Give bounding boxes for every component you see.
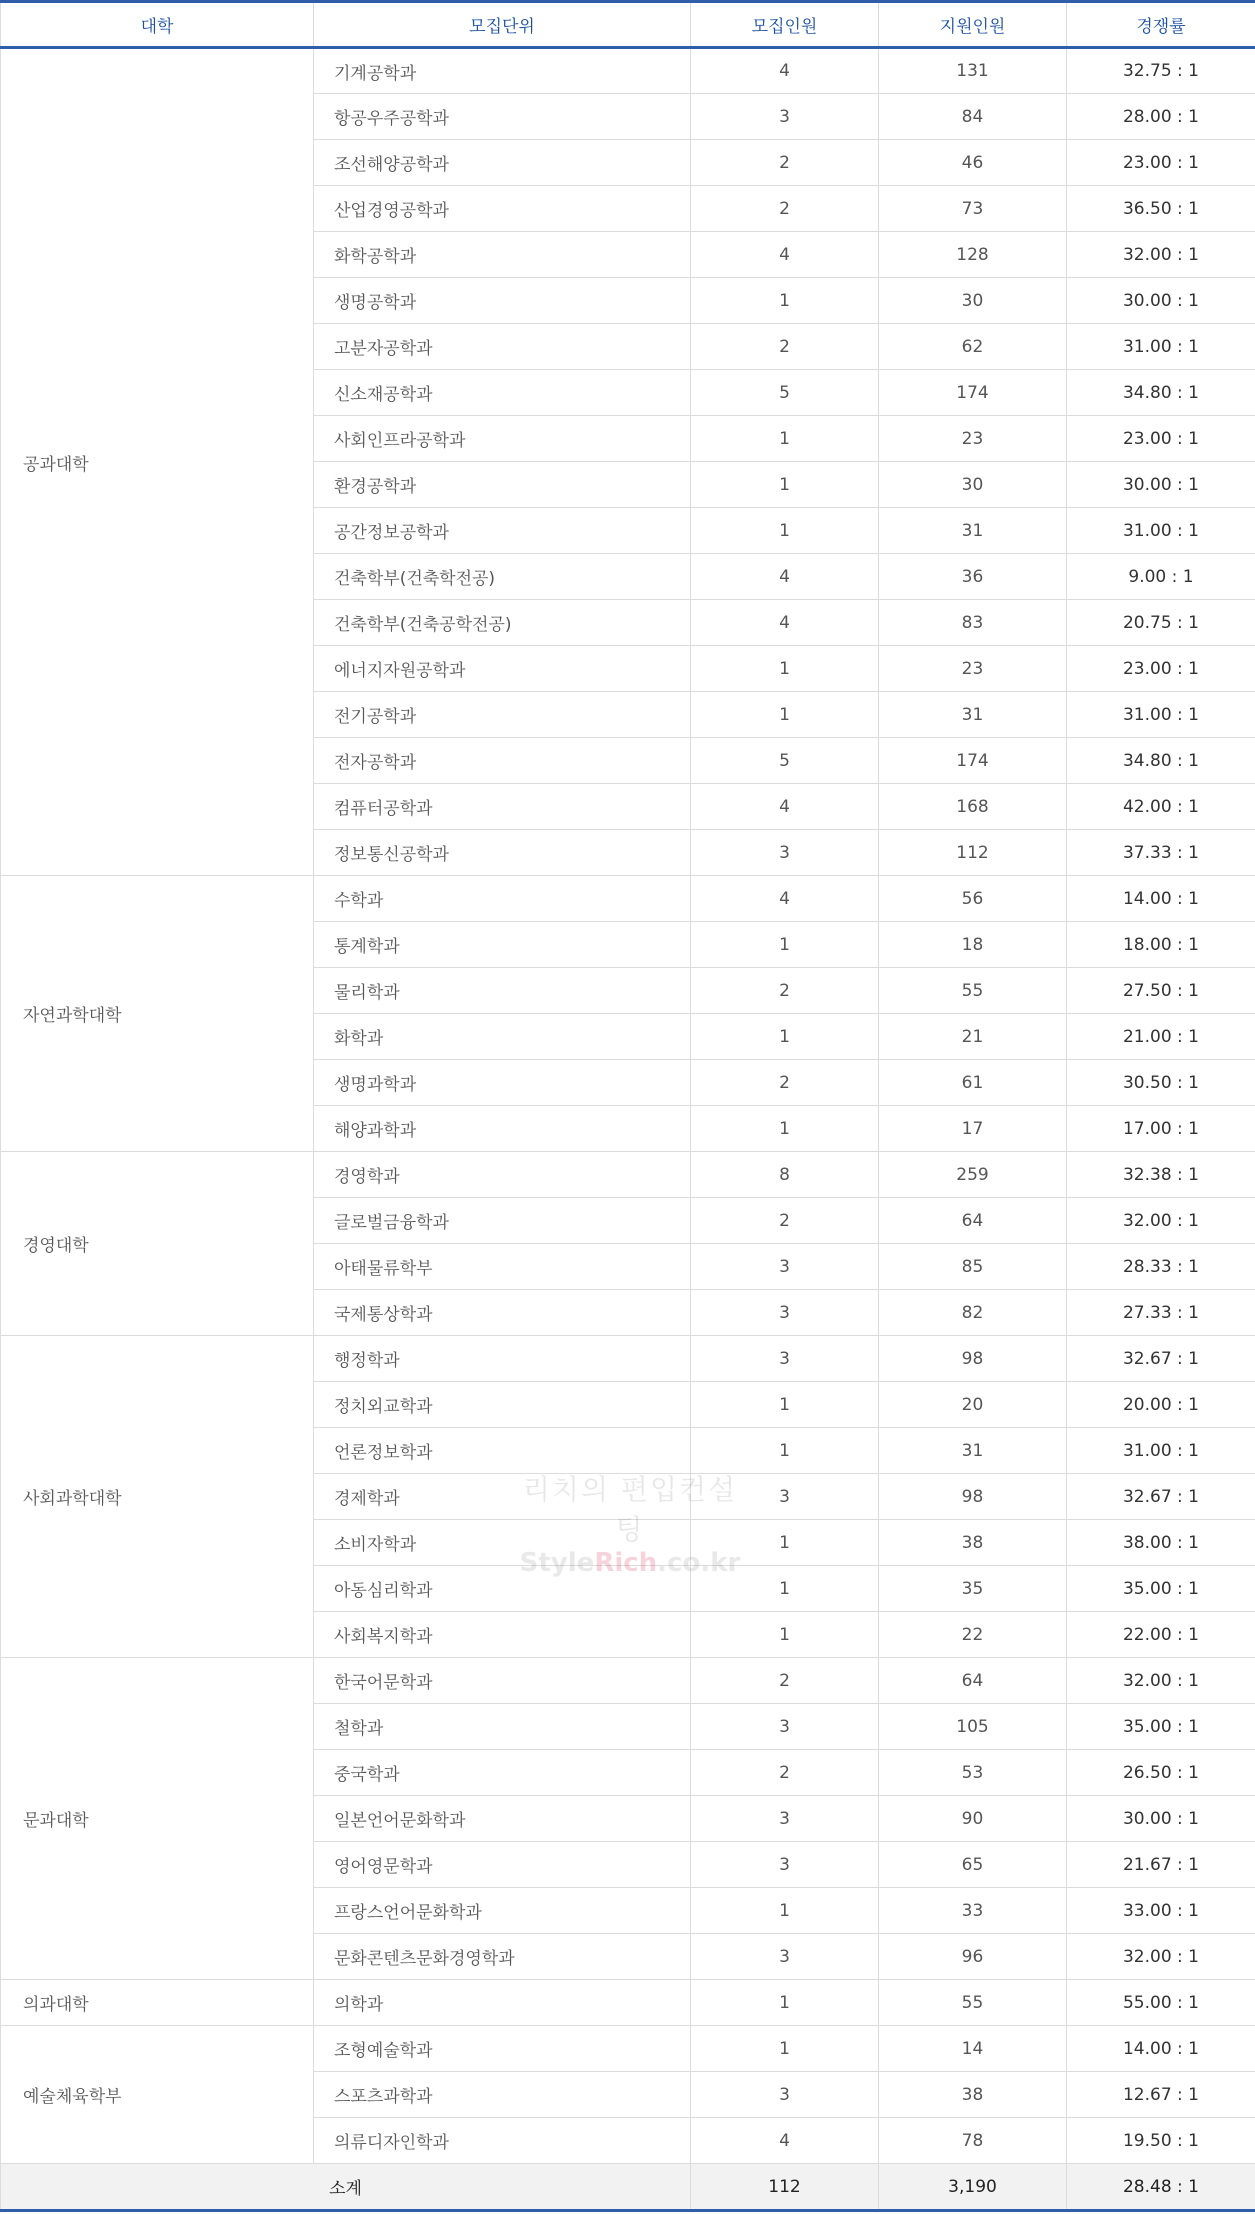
ratio-cell: 28.33 : 1	[1067, 1244, 1255, 1290]
department-cell: 생명공학과	[314, 278, 691, 324]
department-cell: 전자공학과	[314, 738, 691, 784]
ratio-cell: 17.00 : 1	[1067, 1106, 1255, 1152]
department-cell: 생명과학과	[314, 1060, 691, 1106]
quota-cell: 1	[691, 922, 879, 968]
department-cell: 중국학과	[314, 1750, 691, 1796]
ratio-cell: 23.00 : 1	[1067, 140, 1255, 186]
department-cell: 고분자공학과	[314, 324, 691, 370]
table-body	[1, 48, 1255, 2164]
department-cell: 영어영문학과	[314, 1842, 691, 1888]
department-cell: 스포츠과학과	[314, 2072, 691, 2118]
table-row	[1, 1658, 1255, 1704]
column-header-quota: 모집인원	[691, 2, 879, 48]
applicants-cell: 174	[879, 370, 1067, 416]
ratio-cell: 23.00 : 1	[1067, 646, 1255, 692]
column-header-ratio: 경쟁률	[1067, 2, 1255, 48]
subtotal-row	[1, 2164, 1255, 2211]
column-header-college: 대학	[1, 2, 314, 48]
table-row	[1, 876, 1255, 922]
quota-cell: 4	[691, 2118, 879, 2164]
department-cell: 해양과학과	[314, 1106, 691, 1152]
ratio-cell: 37.33 : 1	[1067, 830, 1255, 876]
college-cell: 공과대학	[1, 48, 314, 876]
table-row	[1, 1152, 1255, 1198]
department-cell: 공간정보공학과	[314, 508, 691, 554]
department-cell: 철학과	[314, 1704, 691, 1750]
quota-cell: 2	[691, 1060, 879, 1106]
subtotal-label: 소계	[1, 2164, 691, 2211]
quota-cell: 2	[691, 1658, 879, 1704]
quota-cell: 2	[691, 186, 879, 232]
applicants-cell: 46	[879, 140, 1067, 186]
quota-cell: 2	[691, 968, 879, 1014]
college-cell: 경영대학	[1, 1152, 314, 1336]
applicants-cell: 96	[879, 1934, 1067, 1980]
ratio-cell: 35.00 : 1	[1067, 1566, 1255, 1612]
department-cell: 산업경영공학과	[314, 186, 691, 232]
quota-cell: 5	[691, 370, 879, 416]
quota-cell: 4	[691, 554, 879, 600]
applicants-cell: 128	[879, 232, 1067, 278]
quota-cell: 4	[691, 784, 879, 830]
quota-cell: 1	[691, 1382, 879, 1428]
quota-cell: 2	[691, 140, 879, 186]
department-cell: 의학과	[314, 1980, 691, 2026]
college-cell: 예술체육학부	[1, 2026, 314, 2164]
ratio-cell: 32.67 : 1	[1067, 1474, 1255, 1520]
ratio-cell: 27.33 : 1	[1067, 1290, 1255, 1336]
quota-cell: 1	[691, 1106, 879, 1152]
quota-cell: 4	[691, 876, 879, 922]
applicants-cell: 61	[879, 1060, 1067, 1106]
college-cell: 의과대학	[1, 1980, 314, 2026]
department-cell: 기계공학과	[314, 48, 691, 94]
department-cell: 사회복지학과	[314, 1612, 691, 1658]
department-cell: 프랑스언어문화학과	[314, 1888, 691, 1934]
ratio-cell: 31.00 : 1	[1067, 692, 1255, 738]
applicants-cell: 21	[879, 1014, 1067, 1060]
department-cell: 신소재공학과	[314, 370, 691, 416]
applicants-cell: 31	[879, 508, 1067, 554]
applicants-cell: 22	[879, 1612, 1067, 1658]
department-cell: 소비자학과	[314, 1520, 691, 1566]
applicants-cell: 14	[879, 2026, 1067, 2072]
quota-cell: 3	[691, 1704, 879, 1750]
ratio-cell: 31.00 : 1	[1067, 508, 1255, 554]
ratio-cell: 34.80 : 1	[1067, 370, 1255, 416]
quota-cell: 3	[691, 1474, 879, 1520]
quota-cell: 1	[691, 462, 879, 508]
department-cell: 항공우주공학과	[314, 94, 691, 140]
department-cell: 건축학부(건축공학전공)	[314, 600, 691, 646]
quota-cell: 3	[691, 1244, 879, 1290]
ratio-cell: 32.00 : 1	[1067, 1934, 1255, 1980]
applicants-cell: 73	[879, 186, 1067, 232]
quota-cell: 2	[691, 324, 879, 370]
ratio-cell: 22.00 : 1	[1067, 1612, 1255, 1658]
college-cell: 사회과학대학	[1, 1336, 314, 1658]
applicants-cell: 56	[879, 876, 1067, 922]
ratio-cell: 28.00 : 1	[1067, 94, 1255, 140]
quota-cell: 4	[691, 48, 879, 94]
ratio-cell: 27.50 : 1	[1067, 968, 1255, 1014]
ratio-cell: 31.00 : 1	[1067, 1428, 1255, 1474]
ratio-cell: 20.00 : 1	[1067, 1382, 1255, 1428]
department-cell: 건축학부(건축학전공)	[314, 554, 691, 600]
quota-cell: 3	[691, 2072, 879, 2118]
applicants-cell: 98	[879, 1336, 1067, 1382]
department-cell: 사회인프라공학과	[314, 416, 691, 462]
subtotal-applicants: 3,190	[879, 2164, 1067, 2211]
department-cell: 물리학과	[314, 968, 691, 1014]
quota-cell: 3	[691, 94, 879, 140]
quota-cell: 1	[691, 1566, 879, 1612]
applicants-cell: 64	[879, 1198, 1067, 1244]
applicants-cell: 55	[879, 968, 1067, 1014]
ratio-cell: 42.00 : 1	[1067, 784, 1255, 830]
quota-cell: 1	[691, 1520, 879, 1566]
ratio-cell: 32.00 : 1	[1067, 1658, 1255, 1704]
department-cell: 경영학과	[314, 1152, 691, 1198]
quota-cell: 1	[691, 1888, 879, 1934]
quota-cell: 4	[691, 232, 879, 278]
applicants-cell: 30	[879, 278, 1067, 324]
ratio-cell: 32.38 : 1	[1067, 1152, 1255, 1198]
ratio-cell: 9.00 : 1	[1067, 554, 1255, 600]
department-cell: 화학과	[314, 1014, 691, 1060]
ratio-cell: 14.00 : 1	[1067, 876, 1255, 922]
table-row	[1, 1336, 1255, 1382]
college-cell: 문과대학	[1, 1658, 314, 1980]
applicants-cell: 30	[879, 462, 1067, 508]
ratio-cell: 12.67 : 1	[1067, 2072, 1255, 2118]
department-cell: 정보통신공학과	[314, 830, 691, 876]
department-cell: 통계학과	[314, 922, 691, 968]
column-header-department: 모집단위	[314, 2, 691, 48]
ratio-cell: 32.00 : 1	[1067, 1198, 1255, 1244]
watermark-url-part: Rich	[594, 1548, 658, 1578]
department-cell: 글로벌금융학과	[314, 1198, 691, 1244]
department-cell: 정치외교학과	[314, 1382, 691, 1428]
applicants-cell: 23	[879, 416, 1067, 462]
applicants-cell: 18	[879, 922, 1067, 968]
applicants-cell: 174	[879, 738, 1067, 784]
ratio-cell: 36.50 : 1	[1067, 186, 1255, 232]
quota-cell: 3	[691, 1796, 879, 1842]
quota-cell: 3	[691, 1336, 879, 1382]
quota-cell: 4	[691, 600, 879, 646]
department-cell: 의류디자인학과	[314, 2118, 691, 2164]
quota-cell: 5	[691, 738, 879, 784]
ratio-cell: 55.00 : 1	[1067, 1980, 1255, 2026]
applicants-cell: 53	[879, 1750, 1067, 1796]
applicants-cell: 20	[879, 1382, 1067, 1428]
column-header-applicants: 지원인원	[879, 2, 1067, 48]
quota-cell: 1	[691, 2026, 879, 2072]
department-cell: 행정학과	[314, 1336, 691, 1382]
applicants-cell: 98	[879, 1474, 1067, 1520]
watermark-url-part: .co.kr	[657, 1548, 741, 1578]
ratio-cell: 32.75 : 1	[1067, 48, 1255, 94]
applicants-cell: 259	[879, 1152, 1067, 1198]
ratio-cell: 30.00 : 1	[1067, 462, 1255, 508]
ratio-cell: 32.00 : 1	[1067, 232, 1255, 278]
quota-cell: 2	[691, 1198, 879, 1244]
watermark-url-part: Style	[519, 1548, 595, 1578]
applicants-cell: 36	[879, 554, 1067, 600]
ratio-cell: 30.00 : 1	[1067, 1796, 1255, 1842]
department-cell: 조선해양공학과	[314, 140, 691, 186]
applicants-cell: 62	[879, 324, 1067, 370]
ratio-cell: 38.00 : 1	[1067, 1520, 1255, 1566]
department-cell: 문화콘텐츠문화경영학과	[314, 1934, 691, 1980]
applicants-cell: 31	[879, 692, 1067, 738]
ratio-cell: 21.67 : 1	[1067, 1842, 1255, 1888]
quota-cell: 1	[691, 1014, 879, 1060]
table-row	[1, 1980, 1255, 2026]
department-cell: 한국어문학과	[314, 1658, 691, 1704]
ratio-cell: 34.80 : 1	[1067, 738, 1255, 784]
applicants-cell: 82	[879, 1290, 1067, 1336]
applicants-cell: 83	[879, 600, 1067, 646]
table-row	[1, 2026, 1255, 2072]
ratio-cell: 21.00 : 1	[1067, 1014, 1255, 1060]
applicants-cell: 78	[879, 2118, 1067, 2164]
department-cell: 아태물류학부	[314, 1244, 691, 1290]
ratio-cell: 23.00 : 1	[1067, 416, 1255, 462]
quota-cell: 1	[691, 278, 879, 324]
quota-cell: 3	[691, 1842, 879, 1888]
ratio-cell: 19.50 : 1	[1067, 2118, 1255, 2164]
ratio-cell: 20.75 : 1	[1067, 600, 1255, 646]
applicants-cell: 90	[879, 1796, 1067, 1842]
quota-cell: 1	[691, 1612, 879, 1658]
applicants-cell: 105	[879, 1704, 1067, 1750]
applicants-cell: 85	[879, 1244, 1067, 1290]
department-cell: 조형예술학과	[314, 2026, 691, 2072]
ratio-cell: 26.50 : 1	[1067, 1750, 1255, 1796]
department-cell: 수학과	[314, 876, 691, 922]
applicants-cell: 23	[879, 646, 1067, 692]
quota-cell: 1	[691, 508, 879, 554]
applicants-cell: 38	[879, 1520, 1067, 1566]
quota-cell: 1	[691, 1428, 879, 1474]
ratio-cell: 35.00 : 1	[1067, 1704, 1255, 1750]
department-cell: 언론정보학과	[314, 1428, 691, 1474]
ratio-cell: 18.00 : 1	[1067, 922, 1255, 968]
ratio-cell: 30.00 : 1	[1067, 278, 1255, 324]
department-cell: 일본언어문화학과	[314, 1796, 691, 1842]
quota-cell: 3	[691, 1934, 879, 1980]
department-cell: 국제통상학과	[314, 1290, 691, 1336]
department-cell: 전기공학과	[314, 692, 691, 738]
ratio-cell: 31.00 : 1	[1067, 324, 1255, 370]
quota-cell: 2	[691, 1750, 879, 1796]
quota-cell: 3	[691, 1290, 879, 1336]
ratio-cell: 33.00 : 1	[1067, 1888, 1255, 1934]
department-cell: 아동심리학과	[314, 1566, 691, 1612]
quota-cell: 1	[691, 1980, 879, 2026]
department-cell: 경제학과	[314, 1474, 691, 1520]
ratio-cell: 30.50 : 1	[1067, 1060, 1255, 1106]
subtotal-quota: 112	[691, 2164, 879, 2211]
quota-cell: 8	[691, 1152, 879, 1198]
applicants-cell: 64	[879, 1658, 1067, 1704]
applicants-cell: 112	[879, 830, 1067, 876]
applicants-cell: 17	[879, 1106, 1067, 1152]
college-cell: 자연과학대학	[1, 876, 314, 1152]
applicants-cell: 131	[879, 48, 1067, 94]
table-row	[1, 48, 1255, 94]
table-header-row	[1, 2, 1255, 48]
ratio-cell: 14.00 : 1	[1067, 2026, 1255, 2072]
quota-cell: 1	[691, 692, 879, 738]
applicants-cell: 84	[879, 94, 1067, 140]
applicants-cell: 31	[879, 1428, 1067, 1474]
ratio-cell: 32.67 : 1	[1067, 1336, 1255, 1382]
applicants-cell: 168	[879, 784, 1067, 830]
department-cell: 에너지자원공학과	[314, 646, 691, 692]
applicants-cell: 55	[879, 1980, 1067, 2026]
quota-cell: 1	[691, 646, 879, 692]
quota-cell: 3	[691, 830, 879, 876]
watermark-text: 리치의 편입컨설팅	[522, 1473, 738, 1546]
department-cell: 환경공학과	[314, 462, 691, 508]
subtotal-ratio: 28.48 : 1	[1067, 2164, 1255, 2211]
applicants-cell: 33	[879, 1888, 1067, 1934]
applicants-cell: 65	[879, 1842, 1067, 1888]
department-cell: 화학공학과	[314, 232, 691, 278]
quota-cell: 1	[691, 416, 879, 462]
applicants-cell: 35	[879, 1566, 1067, 1612]
applicants-cell: 38	[879, 2072, 1067, 2118]
department-cell: 컴퓨터공학과	[314, 784, 691, 830]
